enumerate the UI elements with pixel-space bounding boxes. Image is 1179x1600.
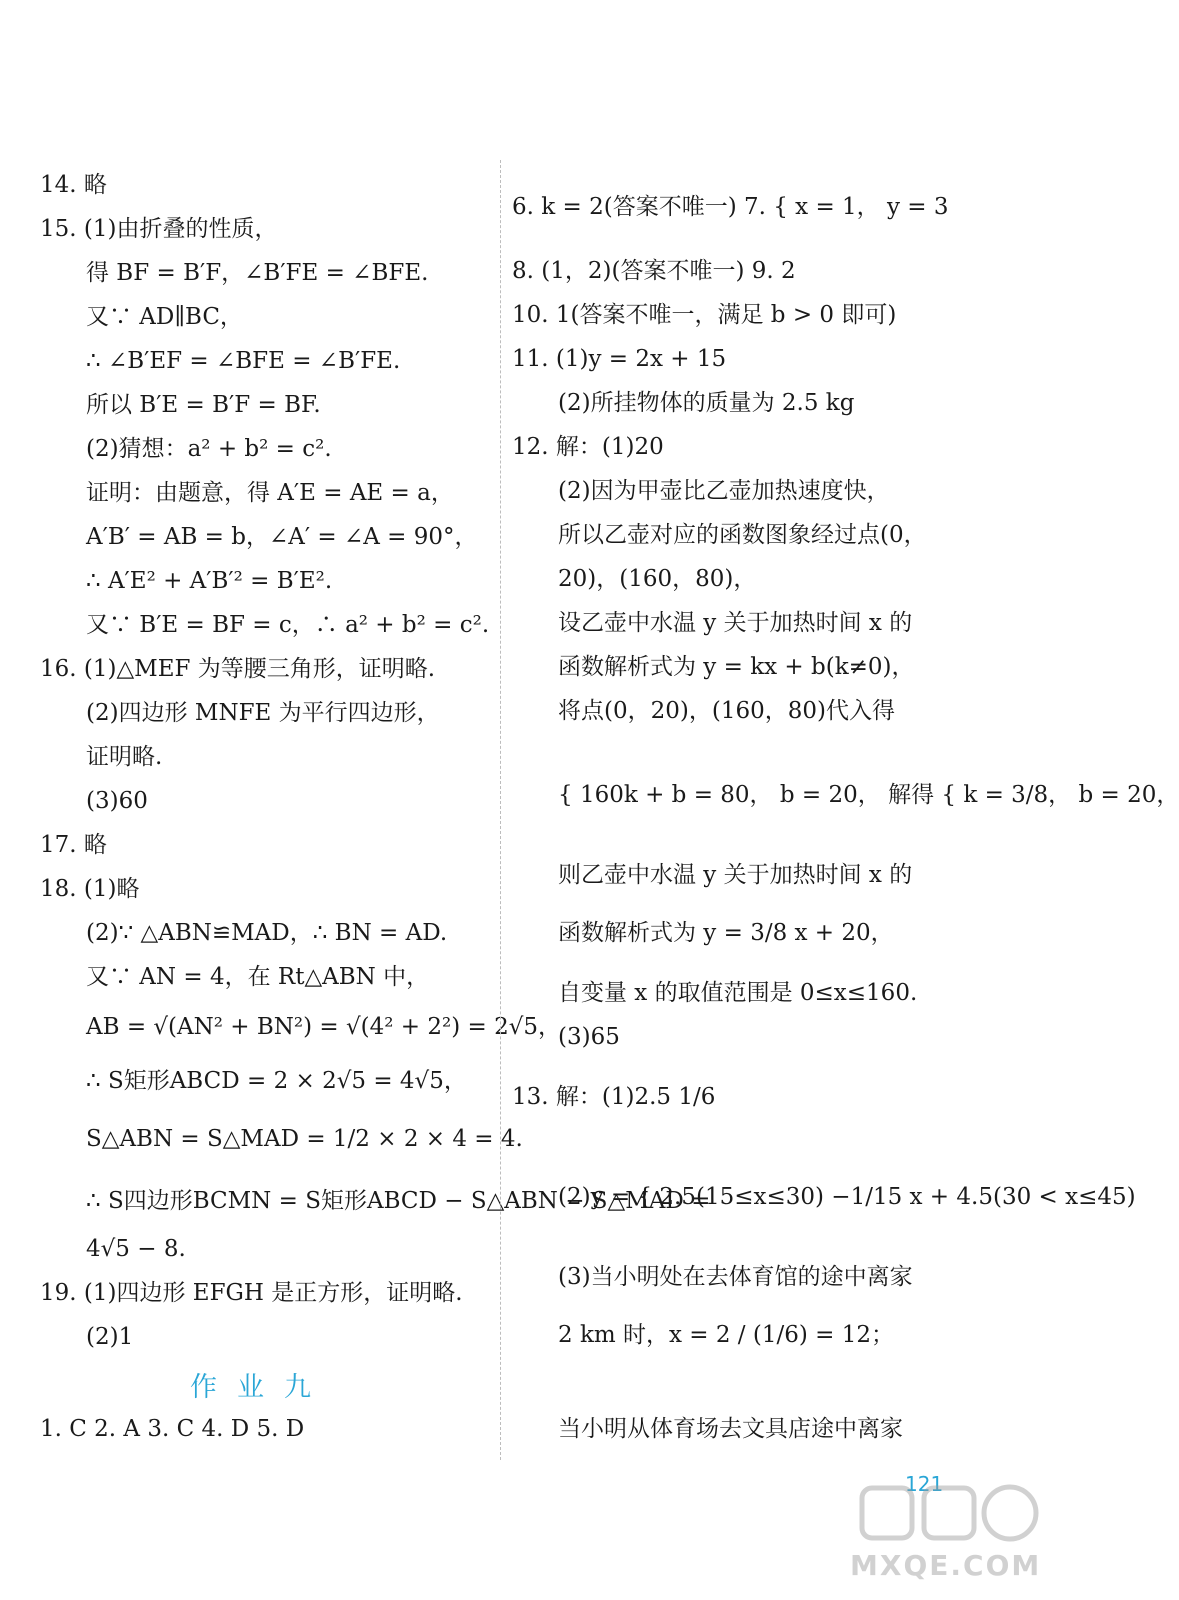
line-q12-2: (2)因为甲壶比乙壶加热速度快， <box>558 478 890 504</box>
section-title: 作业九 <box>190 1372 331 1403</box>
line-q12-7: 将点(0，20)，(160，80)代入得 <box>558 698 895 724</box>
line-q13-2: (2)y = { 2.5(15≤x≤30) −1/15 x + 4.5(30 < x≤45) <box>558 1184 1136 1210</box>
line-q18-4: AB = √(AN² + BN²) = √(4² + 2²) = 2√5， <box>86 1014 562 1040</box>
line-q15-6: (2)猜想：a² + b² = c². <box>86 436 332 462</box>
line-q15-4: ∴ ∠B′EF = ∠BFE = ∠B′FE. <box>86 348 401 374</box>
line-q18-5: ∴ S矩形ABCD = 2 × 2√5 = 4√5， <box>86 1068 467 1094</box>
line-q15-3: 又∵ AD∥BC， <box>86 304 243 330</box>
line-q19-2: (2)1 <box>86 1324 134 1350</box>
line-q18-7: ∴ S四边形BCMN = S矩形ABCD − S△ABN − S△MAD = <box>86 1188 711 1214</box>
line-q11-2: (2)所挂物体的质量为 2.5 kg <box>558 390 855 416</box>
line-q17: 17. 略 <box>40 832 107 858</box>
line-q12-6: 函数解析式为 y = kx + b(k≠0)， <box>558 654 915 680</box>
line-q15-7: 证明：由题意，得 A′E = AE = a， <box>86 480 454 506</box>
line-q6-q7: 6. k = 2(答案不唯一) 7. { x = 1， y = 3 <box>512 194 949 220</box>
watermark <box>850 1482 1050 1582</box>
watermark-text: MXQE.COM <box>850 1549 1042 1582</box>
line-q11-1: 11. (1)y = 2x + 15 <box>512 346 727 372</box>
line-q16-4: (3)60 <box>86 788 148 814</box>
line-q12-1: 12. 解：(1)20 <box>512 434 664 460</box>
line-q10: 10. 1(答案不唯一，满足 b > 0 即可) <box>512 302 897 328</box>
line-q12-3: 所以乙壶对应的函数图象经过点(0， <box>558 522 927 548</box>
line-q12-11: (3)65 <box>558 1024 620 1050</box>
line-q18-2: (2)∵ △ABN≌MAD，∴ BN = AD. <box>86 920 448 946</box>
line-choice-answers: 1. C 2. A 3. C 4. D 5. D <box>40 1416 305 1442</box>
line-q16-1: 16. (1)△MEF 为等腰三角形，证明略. <box>40 656 436 682</box>
line-q13-5: 当小明从体育场去文具店途中离家 <box>558 1416 903 1442</box>
line-q14: 14. 略 <box>40 172 107 198</box>
watermark-logo-icon <box>858 1482 1044 1544</box>
line-q18-6: S△ABN = S△MAD = 1/2 × 2 × 4 = 4. <box>86 1126 523 1152</box>
line-q16-2: (2)四边形 MNFE 为平行四边形， <box>86 700 440 726</box>
line-q15-2: 得 BF = B′F，∠B′FE = ∠BFE. <box>86 260 429 286</box>
page-number: 121 <box>905 1472 944 1496</box>
line-q15-9: ∴ A′E² + A′B′² = B′E². <box>86 568 333 594</box>
line-q12-4: 20)，(160，80)， <box>558 566 757 592</box>
line-q15-10: 又∵ B′E = BF = c，∴ a² + b² = c². <box>86 612 490 638</box>
line-q15-5: 所以 B′E = B′F = BF. <box>86 392 321 418</box>
line-q13-3: (3)当小明处在去体育馆的途中离家 <box>558 1264 913 1290</box>
line-q19-1: 19. (1)四边形 EFGH 是正方形，证明略. <box>40 1280 463 1306</box>
line-q16-3: 证明略. <box>86 744 163 770</box>
line-q12-system: { 160k + b = 80， b = 20， 解得 { k = 3/8， b = 20， <box>558 782 1179 808</box>
line-q18-3: 又∵ AN = 4，在 Rt△ABN 中， <box>86 964 430 990</box>
line-q15-8: A′B′ = AB = b，∠A′ = ∠A = 90°， <box>86 524 478 550</box>
line-q8-q9: 8. (1，2)(答案不唯一) 9. 2 <box>512 258 796 284</box>
line-q18-1: 18. (1)略 <box>40 876 140 902</box>
column-divider <box>500 160 501 1460</box>
line-q12-10: 自变量 x 的取值范围是 0≤x≤160. <box>558 980 918 1006</box>
line-q12-5: 设乙壶中水温 y 关于加热时间 x 的 <box>558 610 913 636</box>
line-q13-4: 2 km 时，x = 2 / (1/6) = 12； <box>558 1322 894 1348</box>
line-q12-9: 函数解析式为 y = 3/8 x + 20， <box>558 920 894 946</box>
line-q15-1: 15. (1)由折叠的性质， <box>40 216 278 242</box>
line-q13-1: 13. 解：(1)2.5 1/6 <box>512 1084 716 1110</box>
line-q12-8: 则乙壶中水温 y 关于加热时间 x 的 <box>558 862 913 888</box>
line-q18-8: 4√5 − 8. <box>86 1236 186 1262</box>
